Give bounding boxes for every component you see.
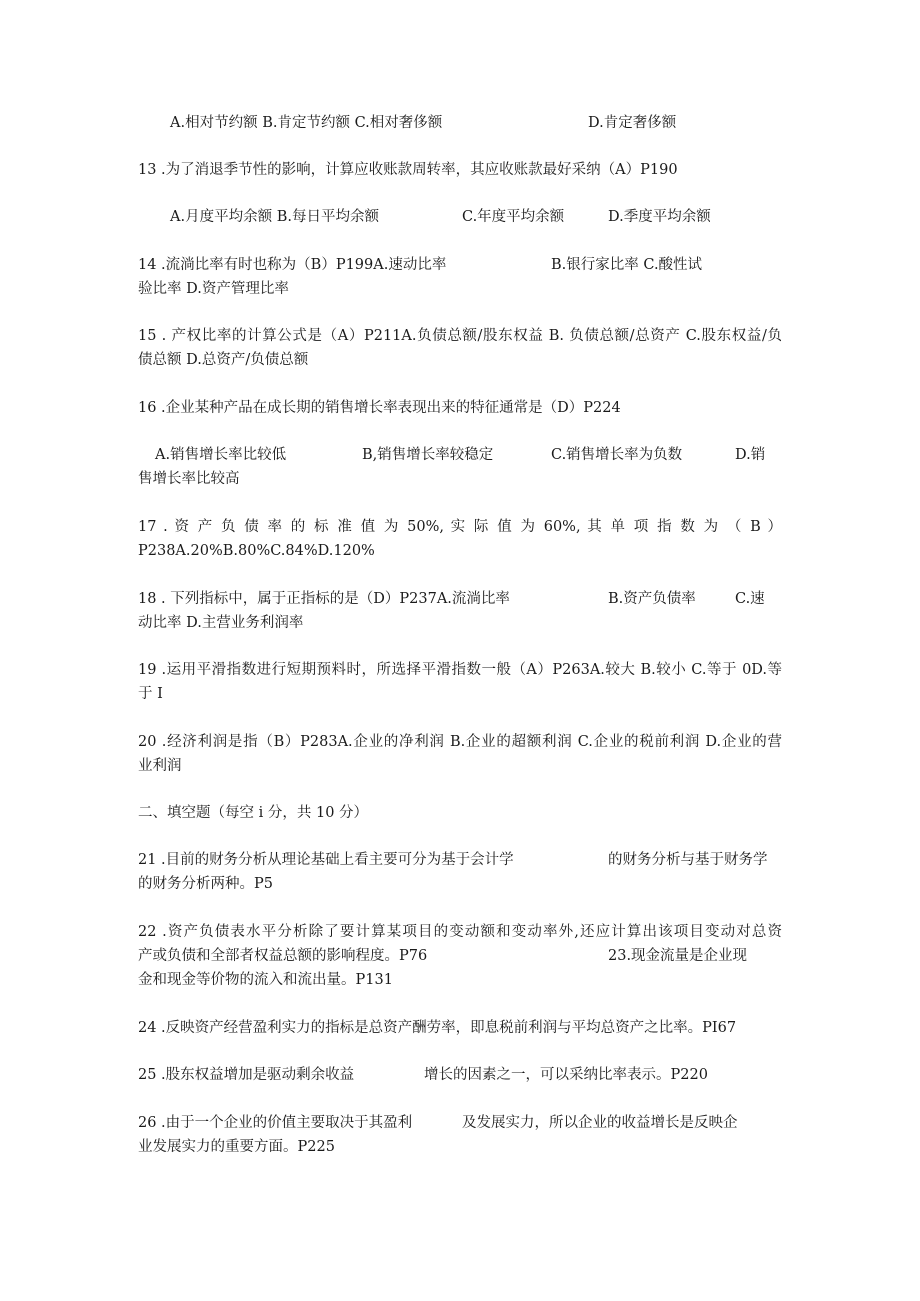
q24-line1: 24 .反映资产经营盈利实力的指标是总资产酬劳率，即息税前利润与平均总资产之比率。PI67 [138,1020,737,1036]
q26-line2: 业发展实力的重要方面。P225 [138,1139,335,1155]
q15-line1: 15 . 产权比率的计算公式是（A）P211A.负债总额/股东权益 B. 负债总额/总资产 C.股东权益/负 [138,328,782,344]
q14-option-b: B.银行家比率 C.酸性试 [551,257,703,273]
q13-option-d: D.季度平均余额 [608,209,711,225]
q17-line2: P238A.20%B.80%C.84%D.120% [138,543,375,559]
q12-option-d: D.肯定奢侈额 [588,115,677,131]
q14-line2: 验比率 D.资产管理比率 [138,281,289,297]
q16-option-b: B,销售增长率较稳定 [362,447,494,463]
q15-line2: 债总额 D.总资产/负债总额 [138,352,309,368]
q19-line2: 于 I [138,686,163,702]
section-heading: 二、填空题（每空 i 分，共 10 分） [138,805,369,821]
q13-stem: 13 .为了消退季节性的影响，计算应收账款周转率，其应收账款最好采纳（A）P190 [138,162,678,178]
q13-option-c: C.年度平均余额 [462,209,565,225]
q20-line2: 业利润 [138,758,182,774]
q18-option-c: C.速 [735,591,765,607]
q26-part2: 及发展实力，所以企业的收益增长是反映企 [462,1115,738,1131]
q21-part2: 的财务分析与基于财务学 [608,852,768,868]
q18-option-b: B.资产负债率 [608,591,696,607]
q14-stem: 14 .流淌比率有时也称为（B）P199A.速动比率 [138,257,447,273]
q19-line1: 19 .运用平滑指数进行短期预料时，所选择平滑指数一般（A）P263A.较大 B.较小 C.等于 0D.等 [138,662,782,678]
q26-part1: 26 .由于一个企业的价值主要取决于其盈利 [138,1115,413,1131]
q16-stem: 16 .企业某种产品在成长期的销售增长率表现出来的特征通常是（D）P224 [138,400,621,416]
q18-line2: 动比率 D.主营业务利润率 [138,615,304,631]
q17-line1: 17 . 资 产 负 债 率 的 标 准 值 为 50%, 实 际 值 为 60%, 其 单 项 指 数 为 （ B ） [138,519,782,535]
q25-part2: 增长的因素之一，可以采纳比率表示。P220 [424,1067,708,1083]
q21-part1: 21 .目前的财务分析从理论基础上看主要可分为基于会计学 [138,852,514,868]
q25-part1: 25 .股东权益增加是驱动剩余收益 [138,1067,355,1083]
q13-options-ab: A.月度平均余额 B.每日平均余额 [170,209,379,225]
q20-line1: 20 .经济利润是指（B）P283A.企业的净利润 B.企业的超额利润 C.企业的税前利润 D.企业的营 [138,734,782,750]
q12-options-abc: A.相对节约额 B.肯定节约额 C.相对奢侈额 [170,115,443,131]
q16-option-d: D.销 [735,447,766,463]
q21-line2: 的财务分析两种。P5 [138,876,273,892]
q16-option-a: A.销售增长率比较低 [155,447,287,463]
q16-option-c: C.销售增长率为负数 [551,447,683,463]
q23-start: 23.现金流量是企业现 [608,948,748,964]
q22-line2: 产或负债和全部者权益总额的影响程度。P76 [138,948,428,964]
q18-stem: 18 . 下列指标中，属于正指标的是（D）P237A.流淌比率 [138,591,510,607]
q16-line2: 售增长率比较高 [138,471,240,487]
q22-line1: 22 .资产负债表水平分析除了要计算某项目的变动额和变动率外,还应计算出该项目变动对总资 [138,924,782,940]
q23-line2: 金和现金等价物的流入和流出量。P131 [138,972,393,988]
